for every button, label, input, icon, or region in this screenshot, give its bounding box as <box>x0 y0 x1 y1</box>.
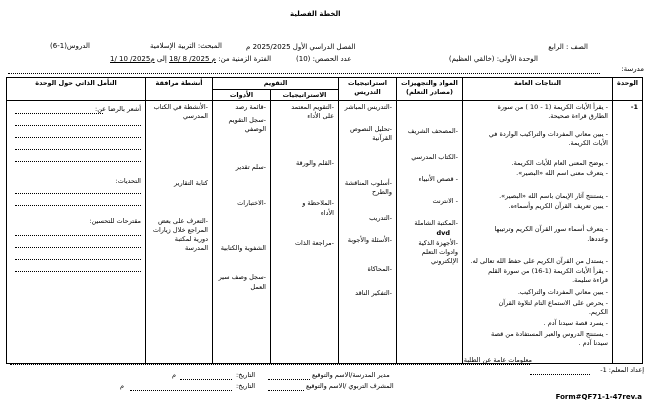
principal-label: مدير المدرسة/الاسم والتوقيع <box>312 371 390 379</box>
time-to: 1/ 10 /2025م <box>110 55 155 63</box>
activity-item: كتابة التقارير <box>174 179 208 188</box>
activity-item: المراجع خلال زيارات <box>152 226 208 235</box>
general-info-line <box>10 364 530 365</box>
outcome-line: - يقرأ الأيات الكريمة (1-16) من سورة القلم <box>488 267 608 276</box>
strategy-item: -تحليل النصوص <box>349 125 392 134</box>
time-to-prefix: إلى <box>154 55 170 63</box>
outcome-line: قراءة سليمة. <box>572 276 608 285</box>
school-label: مدرسة: <box>621 65 644 73</box>
eval-strategy-item: -القلم والورقة <box>296 159 334 168</box>
supervisor-label: المشرف التربوي /الاسم والتوقيع <box>306 382 394 390</box>
eval-strategy-item: -التقويم المعتمد <box>291 103 334 112</box>
strategy-item: -أسلوب المناقشة <box>344 179 392 188</box>
outcome-line: - يبين معاني المفردات والتراكيب. <box>517 288 608 297</box>
school-dotted-line <box>8 73 600 74</box>
semester-label: الفصل الدراسي الأول 2025/2025 م <box>246 43 356 51</box>
outcome-line: - يستنتج الدروس والعبر المستفادة من قصة <box>491 330 608 339</box>
grade-label: الصف : الرابع <box>548 43 588 51</box>
materials-cell <box>397 101 463 364</box>
eval-tool-item: -سجل التقويم <box>228 116 266 125</box>
outcome-line: وعددها. <box>587 235 608 244</box>
reflection-line <box>15 247 141 248</box>
strategy-item: -الأسئلة والأجوبة <box>347 236 392 245</box>
outcome-line: - يتعرف أسماء سور القرآن الكريم وترتيبها <box>494 225 608 234</box>
eval-strategy-item: -الملاحظة و <box>302 199 334 208</box>
outcome-line: - يبين تعريف القرآن الكريم وأسماءه. <box>508 202 608 211</box>
periods-label: عدد الحصص: (10) <box>296 55 352 63</box>
activity-item: المدرسي <box>183 112 208 121</box>
reflection-line <box>15 113 103 114</box>
outcome-line: - يبين معاني المفردات والتراكيب الواردة في <box>488 130 608 139</box>
unit-number: 1- <box>630 103 638 112</box>
material-item: - قصص الأنبياء <box>418 175 458 184</box>
eval-strategy-item: -مراجعة الذات <box>294 239 334 248</box>
plan-table <box>6 77 643 364</box>
eval-strategies-cell <box>271 101 339 364</box>
strategy-item: -التدريب <box>369 214 392 223</box>
header-outcomes: النتاجات العامة <box>463 78 613 101</box>
outcomes-cell <box>463 101 613 364</box>
eval-tool-item: -الاختبارات <box>237 199 266 208</box>
header-activities: أنشطة مرافقة <box>146 78 213 101</box>
header-eval-tools: الأدوات <box>213 89 271 101</box>
reflection-line <box>15 137 141 138</box>
outcome-line: الكريم. <box>588 308 608 317</box>
reflection-line <box>15 205 141 206</box>
material-item: dvd <box>436 229 450 238</box>
eval-tool-item: العمل <box>250 283 266 292</box>
activity-item: دورية لمكتبة <box>174 235 208 244</box>
strategies-cell <box>339 101 397 364</box>
eval-strategy-item: على الأداء <box>307 112 334 121</box>
header-evaluation: التقويم <box>213 78 339 90</box>
eval-strategy-item: الأداء <box>320 209 334 218</box>
prepared-by-line <box>530 374 590 375</box>
unit-label: الوحدة الأولى: (خالقي العظيم) <box>448 55 538 63</box>
outcome-line: - يحرص على الاستماع التام لتلاوة القرآن <box>498 299 608 308</box>
reflection-line <box>15 271 141 272</box>
time-period <box>110 55 271 64</box>
activity-item: -التعرف على بعض <box>157 217 208 226</box>
general-info-label: معلومات عامة عن الطلبة: <box>461 356 532 364</box>
header-unit: الوحدة <box>613 78 643 101</box>
material-item: -الكتاب المدرسي <box>411 153 458 162</box>
eval-tool-item: -سلم تقدير <box>235 163 266 172</box>
material-item: -المكتبة الشاملة <box>414 219 458 228</box>
principal-m: م <box>172 371 177 379</box>
outcome-line: - يستدل من القرآن الكريم على حفظ الله تعالى له. <box>470 257 608 266</box>
header-strategies: استراتيجيات التدريس <box>339 78 397 101</box>
header-eval-strategies: الاستراتيجيات <box>271 89 339 101</box>
outcome-line: - يتعرف معنى اسم الله «البصير». <box>516 169 608 178</box>
supervisor-date-label: التاريخ: <box>236 382 256 390</box>
material-item: -الأجهزة الذكية <box>418 239 458 248</box>
prepared-by: إعداد المعلم: 1- <box>600 366 644 374</box>
outcome-line: الأيات الكريمة. <box>568 139 608 148</box>
reflection-line <box>15 161 141 162</box>
outcome-line: سيدنا آدم . <box>578 339 608 348</box>
header-reflection: التأمل الذاتي حول الوحدة <box>7 78 146 101</box>
outcome-line: - يسرد قصة سيدنا آدم . <box>543 319 608 328</box>
activity-item: المدرسة <box>184 244 208 253</box>
strategy-item: -التدريس المباشر <box>344 103 392 112</box>
reflection-suggestions: مقترحات للتحسين: <box>89 217 141 226</box>
supervisor-m: م <box>120 382 125 390</box>
principal-date-label: التاريخ: <box>236 371 256 379</box>
material-item: وادوات التعلم <box>421 248 458 257</box>
supervisor-date-line <box>130 390 232 391</box>
subject-label: المبحث: التربية الإسلامية <box>150 42 222 50</box>
form-number: Form#QF71-1-47rev.a <box>555 393 642 401</box>
outcome-line: - يستنتج آثار الإيمان باسم الله «البصير». <box>499 192 608 201</box>
outcome-line: الطارق قراءة صحيحة. <box>548 112 608 121</box>
strategy-item: -المحاكاة <box>367 265 392 274</box>
material-item: -المصحف الشريف <box>407 127 458 136</box>
activities-cell <box>146 101 213 364</box>
activity-item: -الأنشطة في الكتاب <box>153 103 208 112</box>
material-item: - الانترنت <box>432 197 458 206</box>
time-from: 18/ 8 /2025 م <box>169 55 216 63</box>
strategy-item: القرآنية <box>372 134 392 143</box>
eval-tool-item: الوصفي <box>244 125 266 134</box>
reflection-line <box>15 235 141 236</box>
header-materials: المواد والتجهيزات (مصادر التعلم) <box>397 78 463 101</box>
page-title: الخطة الفصلية <box>290 10 341 18</box>
outcome-line: - يوضح المعنى العام للأيات الكريمة. <box>511 159 608 168</box>
material-item: الإلكتروني <box>431 257 458 266</box>
time-period-prefix: الفترة الزمنية من: <box>215 55 272 63</box>
lessons-label: الدروس(1-6) <box>50 42 90 50</box>
eval-tool-item: -سجل وصف سير <box>218 273 266 282</box>
principal-sign-line <box>268 379 310 380</box>
reflection-satisfied: أشعر بالرضا عن: <box>95 105 141 114</box>
reflection-challenges: التحديات: <box>115 177 141 186</box>
reflection-line <box>15 125 141 126</box>
eval-tool-item: -قائمة رصد <box>235 103 266 112</box>
reflection-line <box>15 259 141 260</box>
strategy-item: -التفكير الناقد <box>355 289 392 298</box>
principal-date-line <box>180 379 232 380</box>
strategy-item: والطرح <box>371 188 392 197</box>
reflection-line <box>15 193 141 194</box>
reflection-line <box>15 149 141 150</box>
supervisor-sign-line <box>268 390 304 391</box>
reflection-cell <box>7 101 146 364</box>
eval-tools-cell <box>213 101 271 364</box>
unit-cell <box>613 101 643 364</box>
outcome-line: - يقرأ الأيات الكريمة (1 - 10 ) من سورة <box>497 103 608 112</box>
eval-tool-item: الشفوية والكتابية <box>220 244 266 253</box>
